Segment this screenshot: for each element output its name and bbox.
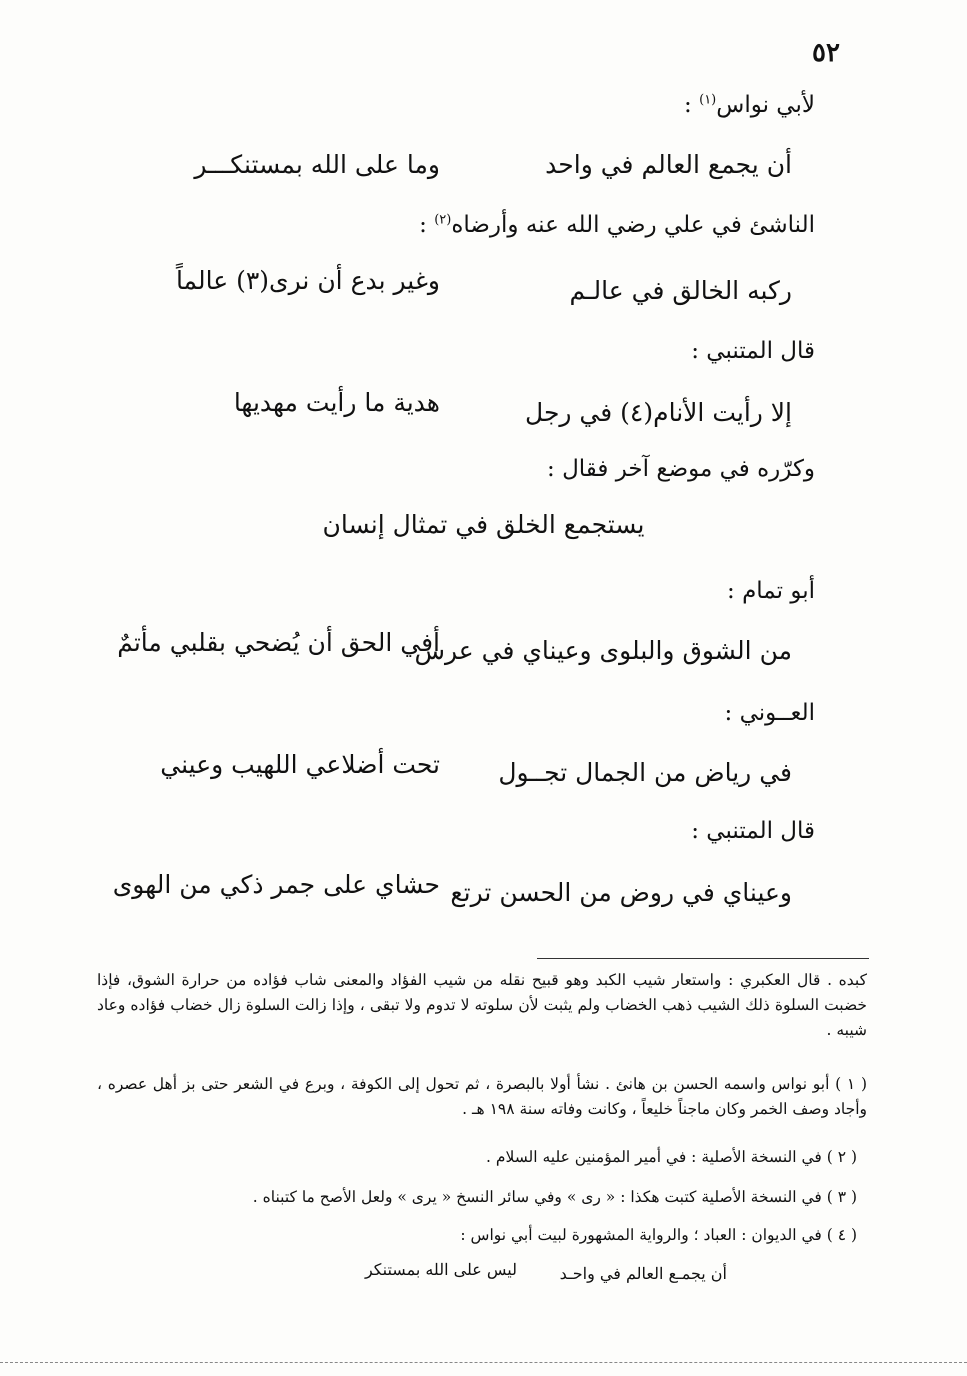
verse-second-hemistich: ركبه الخالق في عالـم bbox=[569, 276, 792, 305]
heading-text: لأبي نواس bbox=[716, 92, 815, 118]
heading-colon: : bbox=[724, 700, 740, 726]
verse-first-hemistich: وما على الله بمستنكـــر bbox=[194, 150, 440, 179]
footnote-4: ( ٤ ) في الديوان : العباد ؛ والرواية المشهورة لبيت أبي نواس : bbox=[460, 1226, 857, 1244]
footnote-ref: (٢) bbox=[434, 212, 452, 228]
verse-second-hemistich: وعيناي في روض من الحسن ترتع bbox=[450, 878, 792, 907]
scan-edge bbox=[0, 1362, 967, 1363]
entry-heading-abu-tammam bbox=[727, 578, 815, 604]
heading-text: الناشئ في علي رضي الله عنه وأرضاه bbox=[451, 212, 815, 238]
heading-colon: : bbox=[547, 456, 563, 482]
footnote-separator bbox=[537, 958, 869, 959]
heading-colon: : bbox=[691, 338, 707, 364]
verse-second-hemistich: في رياض من الجمال تجــول bbox=[498, 758, 792, 787]
verse-second-hemistich: من الشوق والبلوى وعيناي في عرس bbox=[414, 636, 792, 665]
footnote-2: ( ٢ ) في النسخة الأصلية : في أمير المؤمنين عليه السلام . bbox=[486, 1148, 857, 1166]
single-verse: يستجمع الخلق في تمثال إنسان bbox=[322, 510, 645, 539]
footnote-3: ( ٣ ) في النسخة الأصلية كتبت هكذا : « رى » وفي سائر النسخ « يرى » ولعل الأصح ما كتبناه . bbox=[252, 1188, 857, 1206]
verse-second-hemistich: أن يجمع العالم في واحد bbox=[545, 150, 792, 179]
heading-text: وكرّره في موضع آخر فقال bbox=[562, 456, 815, 482]
footnote-1: ( ١ ) أبو نواس واسمه الحسن بن هانئ . نشأ أولا بالبصرة ، ثم تحول إلى الكوفة ، وبرع في الشعر حتى بز أهل عصره ، وأجاد وصف الخمر وكان ماجناً خليعاً ، وكانت وفاته سنة ١٩٨ هـ . bbox=[97, 1075, 867, 1118]
heading-text: العــوني bbox=[739, 700, 815, 726]
verse-first-hemistich: تحت أضلاعي اللهيب وعيني bbox=[160, 750, 440, 779]
footnote-4-verse-first: ليس على الله بمستنكر bbox=[364, 1260, 517, 1279]
heading-text: قال المتنبي bbox=[706, 338, 815, 364]
entry-heading-al-awni bbox=[725, 700, 816, 726]
entry-heading-al-mutanabbi bbox=[691, 338, 815, 364]
heading-text: أبو تمام bbox=[742, 578, 815, 604]
heading-colon: : bbox=[691, 818, 707, 844]
entry-heading-al-mutanabbi-2 bbox=[691, 818, 815, 844]
verse-first-hemistich: وغير بدع أن نرى(٣) عالماً bbox=[175, 266, 440, 295]
verse-first-hemistich: أفي الحق أن يُضحي بقلبي مأتمٌ bbox=[117, 628, 440, 657]
heading-text: قال المتنبي bbox=[706, 818, 815, 844]
entry-heading-al-nashi bbox=[419, 212, 815, 238]
footnote-continuation: كبده . قال العكبري : واستعار شيب الكبد وهو قبيح نقله من شيب الفؤاد والمعنى شاب فؤاده من حرارة الشوق، فإذا خضبت السلوة ذلك الشيب ذهب الخضاب ولم يثبت لأن سلوته لا تدوم ولا تبقى ، وإذا زالت السلوة زال خضاب فؤاده وعاد شيبه . bbox=[97, 971, 867, 1039]
page-number: ٥٢ bbox=[812, 38, 840, 68]
verse-first-hemistich: هدية ما رأيت مهديها bbox=[233, 388, 440, 417]
heading-colon: : bbox=[727, 578, 743, 604]
entry-heading-repeated bbox=[547, 456, 815, 482]
heading-colon: : bbox=[419, 212, 435, 238]
verse-second-hemistich: إلا رأيت الأنام(٤) في رجل bbox=[525, 398, 792, 427]
heading-colon: : bbox=[684, 92, 700, 118]
entry-heading-abu-nuwas bbox=[684, 92, 815, 118]
footnote-4-verse-second: أن يجمـع العالم في واحـد bbox=[559, 1264, 727, 1283]
verse-first-hemistich: حشاي على جمر ذكي من الهوى bbox=[112, 870, 440, 899]
footnote-ref: (١) bbox=[699, 92, 717, 108]
